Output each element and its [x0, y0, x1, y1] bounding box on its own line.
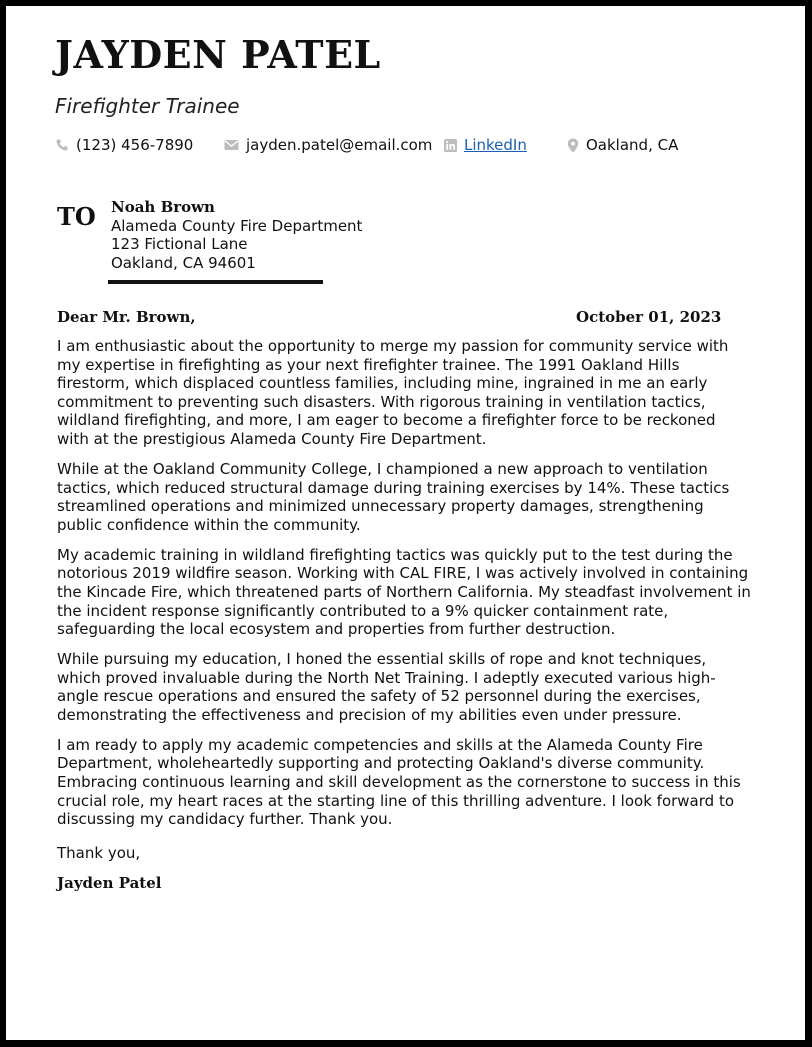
- email-icon: [224, 139, 239, 151]
- linkedin-icon: [444, 139, 457, 152]
- contact-location: [567, 135, 678, 155]
- salutation: Dear Mr. Brown,: [57, 308, 196, 326]
- cover-letter-page: [6, 6, 805, 1040]
- phone-icon: [55, 138, 69, 152]
- applicant-name: JAYDEN PATEL: [55, 32, 381, 77]
- recipient-divider: [108, 280, 323, 284]
- recipient-city: Oakland, CA 94601: [111, 253, 256, 272]
- recipient-organization: Alameda County Fire Department: [111, 216, 363, 235]
- paragraph: While pursuing my education, I honed the essential skills of rope and knot techniques, which proved invaluable during the North Net Training. I adeptly executed various high-angle rescue operations and ensured the safety of 52 personnel during the exercises, demonstrating the effectiveness and precision of my abilities even under pressure.: [57, 650, 716, 724]
- paragraph: My academic training in wildland firefighting tactics was quickly put to the test during the notorious 2019 wildfire season. Working with CAL FIRE, I was actively involved in containing the Kincade Fire, which threatened parts of Northern California. My steadfast involvement in the incident response significantly contributed to a 9% quicker containment rate, safeguarding the local ecosystem and properties from further destruction.: [57, 545, 751, 639]
- closing: Thank you,: [57, 844, 141, 862]
- recipient-street: 123 Fictional Lane: [111, 235, 248, 253]
- contact-email: [224, 135, 432, 155]
- location-icon: [567, 138, 579, 153]
- paragraph: While at the Oakland Community College, I championed a new approach to ventilation tactics, which reduced structural damage during training exercises by 14%. These tactics streamlined operations and minimized unnecessary property damages, strengthening public confidence within the community.: [57, 459, 730, 534]
- job-title: Firefighter Trainee: [55, 94, 240, 118]
- recipient-name: Noah Brown: [111, 198, 215, 216]
- location-text: Oakland, CA: [586, 136, 679, 154]
- linkedin-link[interactable]: LinkedIn: [464, 136, 527, 154]
- letter-date: October 01, 2023: [576, 308, 722, 326]
- email-text[interactable]: jayden.patel@email.com: [246, 136, 433, 154]
- paragraph: I am ready to apply my academic competencies and skills at the Alameda County Fire Department, wholeheartedly supporting and protecting Oakland's diverse community. Embracing continuous learning and skill development as the cornerstone to success in this crucial role, my heart races at the starting line of this thrilling adventure. I look forward to discussing my candidacy further. Thank you.: [57, 735, 741, 829]
- contact-phone: [55, 135, 193, 155]
- recipient-block: [111, 198, 362, 272]
- signature: Jayden Patel: [57, 874, 162, 892]
- to-label: TO: [57, 202, 96, 231]
- paragraph: I am enthusiastic about the opportunity to merge my passion for community service with my expertise in firefighting as your next firefighter trainee. The 1991 Oakland Hills firestorm, which displaced countless families, including mine, ingrained in me an early commitment to preventing such disasters. With rigorous training in ventilation tactics, wildland firefighting, and more, I am eager to become a firefighter force to be reckoned with at the prestigious Alameda County Fire Department.: [57, 337, 729, 448]
- phone-text: (123) 456-7890: [76, 136, 194, 154]
- contact-linkedin: [444, 135, 527, 155]
- letter-body: [57, 337, 752, 840]
